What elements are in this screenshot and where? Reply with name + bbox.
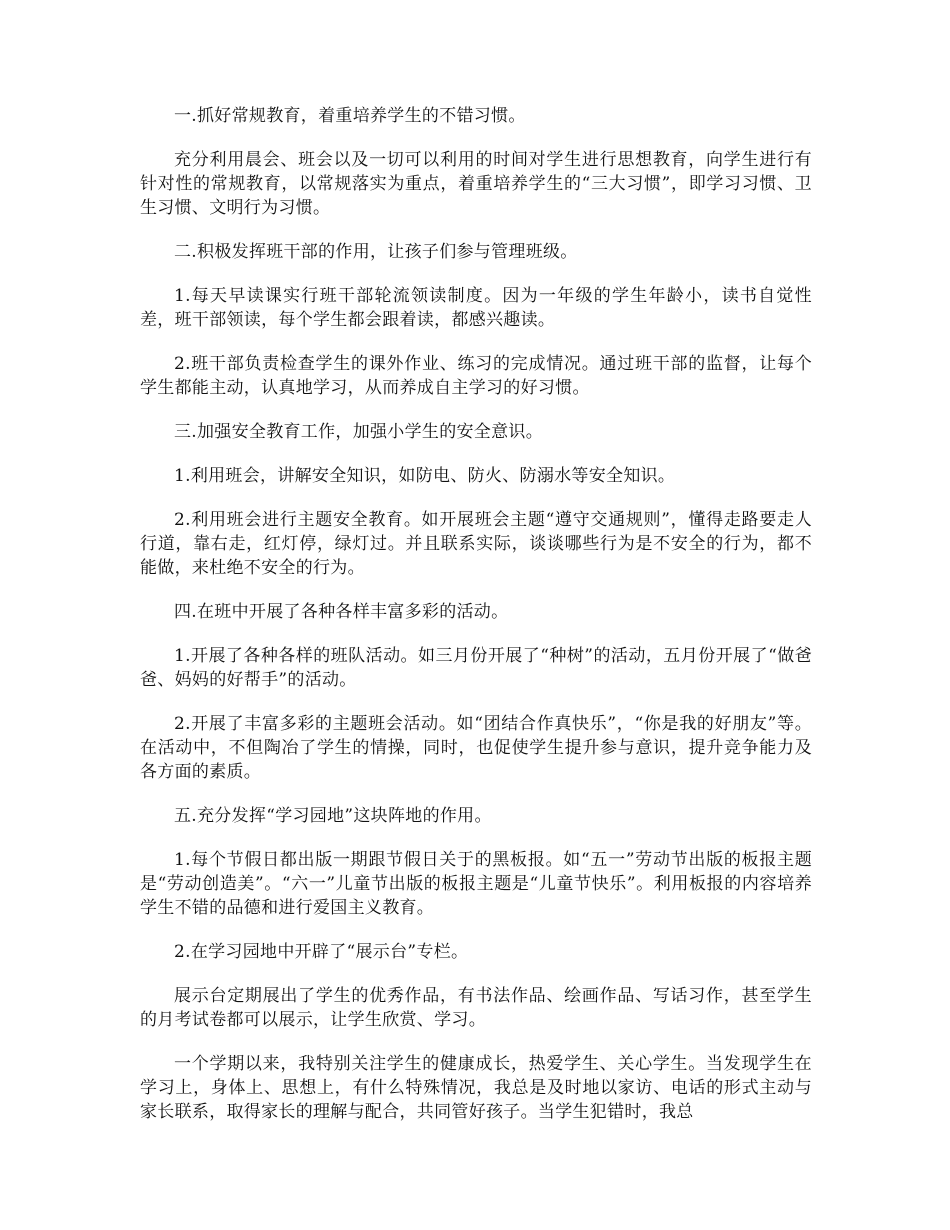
heading-4: 四.在班中开展了各种各样丰富多彩的活动。 — [174, 602, 509, 622]
heading-1: 一.抓好常规教育，着重培养学生的不错习惯。 — [174, 106, 526, 126]
paragraph: 1.开展了各种各样的班队活动。如三月份开展了“种树”的活动，五月份开展了“做爸爸、妈妈的好帮手”的活动。 — [140, 646, 812, 690]
document-body — [140, 104, 812, 1144]
paragraph: 展示台定期展出了学生的优秀作品，有书法作品、绘画作品、写话习作，甚至学生的月考试卷都可以展示，让学生欣赏、学习。 — [140, 986, 812, 1030]
paragraph: 2.在学习园地中开辟了“展示台”专栏。 — [174, 942, 469, 962]
heading-5: 五.充分发挥“学习园地”这块阵地的作用。 — [174, 806, 492, 826]
paragraph: 1.每个节假日都出版一期跟节假日关于的黑板报。如“五一”劳动节出版的板报主题是“劳动创造美”。“六一”儿童节出版的板报主题是“儿童节快乐”。利用板报的内容培养学生不错的品德和进行爱国主义教育。 — [140, 850, 812, 918]
paragraph: 2.开展了丰富多彩的主题班会活动。如“团结合作真快乐”，“你是我的好朋友”等。在活动中，不但陶冶了学生的情操，同时，也促使学生提升参与意识，提升竞争能力及各方面的素质。 — [140, 714, 812, 782]
paragraph: 2.班干部负责检查学生的课外作业、练习的完成情况。通过班干部的监督，让每个学生都能主动，认真地学习，从而养成自主学习的好习惯。 — [140, 354, 812, 398]
paragraph: 2.利用班会进行主题安全教育。如开展班会主题“遵守交通规则”，懂得走路要走人行道，靠右走，红灯停，绿灯过。并且联系实际，谈谈哪些行为是不安全的行为，都不能做，来杜绝不安全的行为。 — [140, 510, 812, 578]
paragraph: 1.每天早读课实行班干部轮流领读制度。因为一年级的学生年龄小，读书自觉性差，班干部领读，每个学生都会跟着读，都感兴趣读。 — [140, 286, 812, 330]
paragraph: 1.利用班会，讲解安全知识，如防电、防火、防溺水等安全知识。 — [174, 466, 676, 486]
paragraph: 一个学期以来，我特别关注学生的健康成长，热爱学生、关心学生。当发现学生在学习上，身体上、思想上，有什么特殊情况，我总是及时地以家访、电话的形式主动与家长联系，取得家长的理解与配合，共同管好孩子。当学生犯错时，我总 — [140, 1054, 812, 1122]
heading-2: 二.积极发挥班干部的作用，让孩子们参与管理班级。 — [174, 242, 578, 262]
paragraph: 充分利用晨会、班会以及一切可以利用的时间对学生进行思想教育，向学生进行有针对性的常规教育，以常规落实为重点，着重培养学生的“三大习惯”，即学习习惯、卫生习惯、文明行为习惯。 — [140, 150, 812, 218]
heading-3: 三.加强安全教育工作，加强小学生的安全意识。 — [174, 422, 544, 442]
